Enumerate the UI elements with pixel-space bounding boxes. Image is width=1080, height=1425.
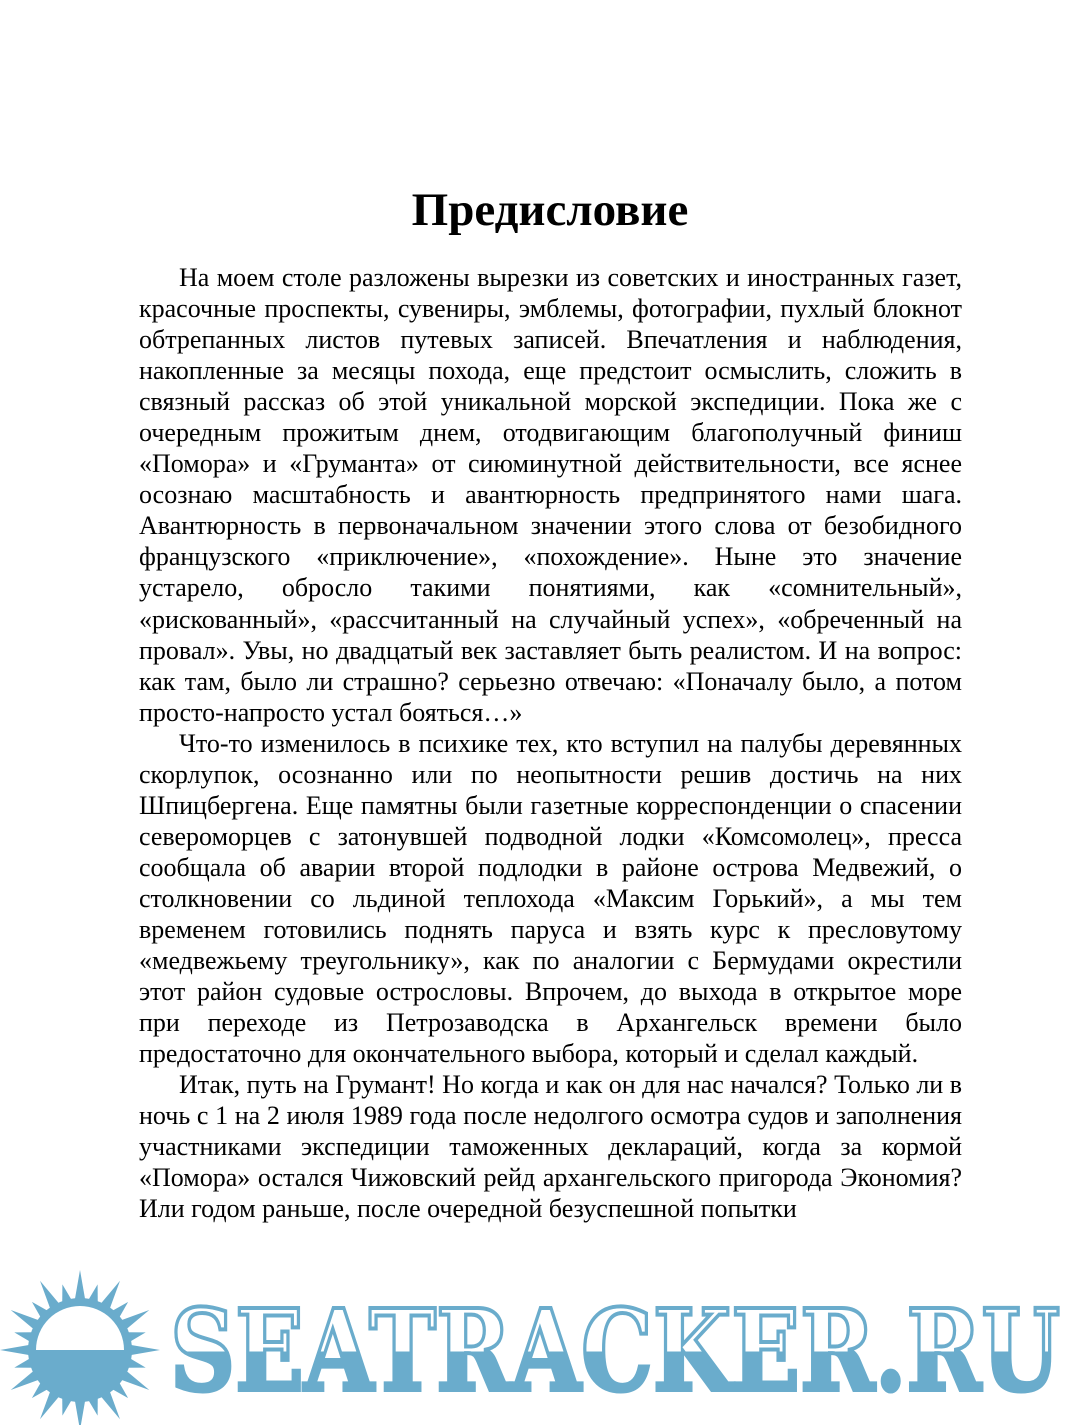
- seatracker-watermark: [0, 1265, 1080, 1425]
- paragraph: Итак, путь на Грумант! Но когда и как он для нас начался? Только ли в ночь с 1 на 2 июля 1989 года после недолгого осмотра судов и заполнения участниками экспедиции таможенных деклараций, когда за кормой «Помора» остался Чижовский рейд архангельского пригорода Экономия? Или годом раньше, после очередной безуспешной попытки: [139, 1070, 962, 1224]
- paragraph: Что-то изменилось в психике тех, кто вступил на палубы деревянных скорлупок, осознанно или по неопытности решив достичь на них Шпицбергена. Еще памятны были газетные корреспонденции о спасении североморцев с затонувшей подводной лодки «Комсомолец», пресса сообщала об аварии второй подлодки в районе острова Медвежий, о столкновении со льдиной теплохода «Максим Горький», а мы тем временем готовились поднять паруса и взять курс к пресловутому «медвежьему треугольнику», как по аналогии с Бермудами окрестили этот район судовые острословы. Впрочем, до выхода в открытое море при переходе из Петрозаводска в Архангельск времени было предостаточно для окончательного выбора, который и сделал каждый.: [139, 728, 962, 1069]
- sun-ray: [128, 1344, 160, 1355]
- body-text: [139, 262, 962, 1224]
- watermark-text: SEATRACKER.RU: [170, 1286, 1060, 1417]
- page-title: Предисловие: [411, 184, 689, 236]
- sun-icon: [0, 1270, 160, 1425]
- paragraph: На моем столе разложены вырезки из советских и иностранных газет, красочные проспекты, сувениры, эмблемы, фотографии, пухлый блокнот обтрепанных листов путевых записей. Впечатления и наблюдения, накопленные за месяцы похода, еще предстоит осмыслить, сложить в связный рассказ об этой уникальной морской экспедиции. Пока же с очередным прожитым днем, отодвигающим благополучный финиш «Помора» и «Груманта» от сиюминутной действительности, все яснее осознаю масштабность и авантюрность предпринятого нами шага. Авантюрность в первоначальном значении этого слова от безобидного французского «приключение», «похождение». Ныне это значение устарело, обросло такими понятиями, как «сомнительный», «рискованный», «рассчитанный на случайный успех», «обреченный на провал». Увы, но двадцатый век заставляет быть реалистом. И на вопрос: как там, было ли страшно? серьезно отвечаю: «Поначалу было, а потом просто-напросто устал бояться…»: [139, 263, 962, 727]
- sun-ray: [74, 1270, 85, 1302]
- sun-ray: [0, 1344, 32, 1355]
